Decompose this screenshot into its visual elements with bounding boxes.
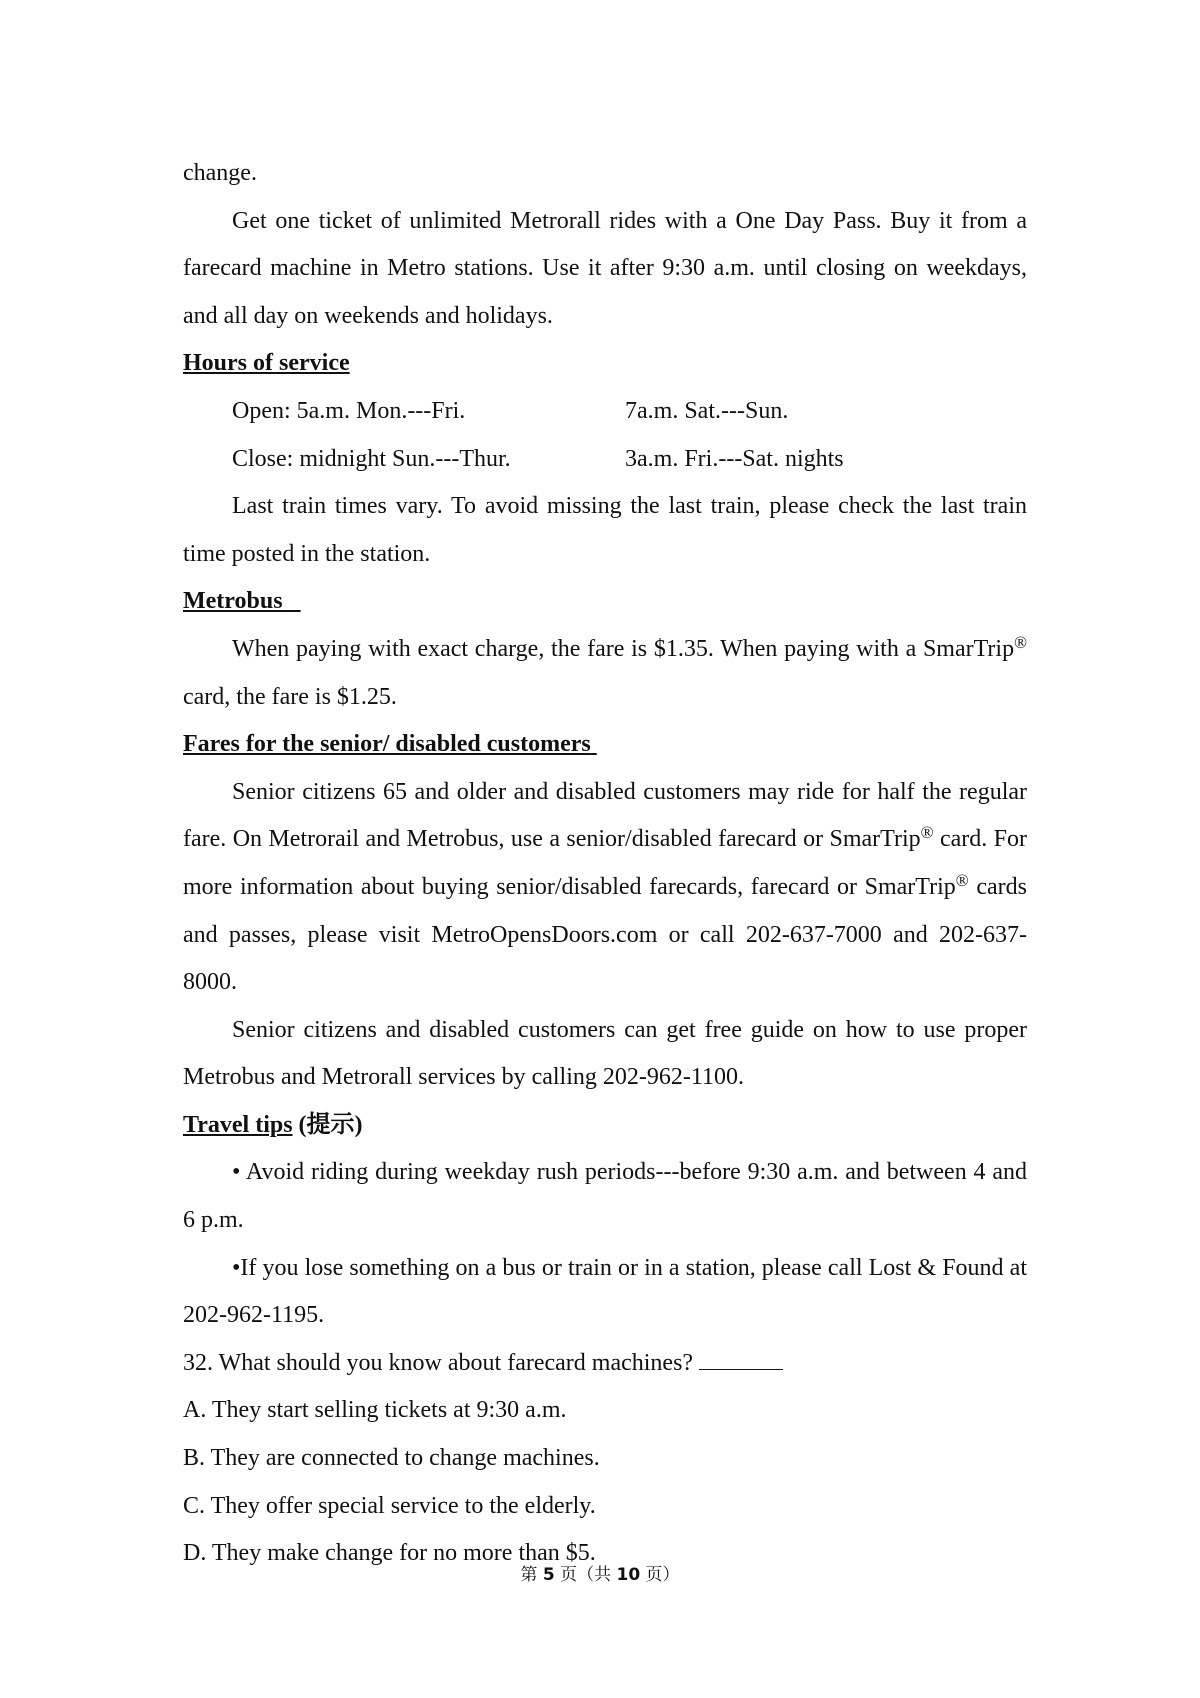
- travel-tip-rush-hours: • Avoid riding during weekday rush periods---before 9:30 a.m. and between 4 and 6 p.m.: [183, 1159, 1027, 1234]
- question-32-option-c[interactable]: C. They offer special service to the elderly.: [183, 1492, 596, 1519]
- travel-tip-lost-found: •If you lose something on a bus or train or in a station, please call Lost & Found at 202-962-1195.: [183, 1254, 1027, 1329]
- paragraph-senior-fares: Senior citizens 65 and older and disabled customers may ride for half the regular fare. On Metrorail and Metrobus, use a senior/disabled farecard or SmarTrip® card. For more information about buying senior/disabled farecards, farecard or SmarTrip® cards and passes, please visit MetroOpensDoors.com or call 202-637-7000 and 202-637-8000.: [183, 778, 1027, 996]
- heading-metrobus: Metrobus: [183, 588, 283, 615]
- question-32-option-b[interactable]: B. They are connected to change machines.: [183, 1445, 600, 1472]
- heading-hours-of-service: Hours of service: [183, 350, 350, 377]
- question-32-option-a[interactable]: A. They start selling tickets at 9:30 a.m.: [183, 1397, 567, 1424]
- hours-close-row: [183, 436, 1027, 484]
- paragraph-one-day-pass: Get one ticket of unlimited Metrorall rides with a One Day Pass. Buy it from a farecard machine in Metro stations. Use it after 9:30 a.m. until closing on weekdays, and all day on weekends and holidays.: [183, 207, 1027, 329]
- registered-mark: ®: [1014, 632, 1027, 652]
- hours-open-weekend: 7a.m. Sat.---Sun.: [625, 397, 789, 424]
- hours-open-weekday: Open: 5a.m. Mon.---Fri.: [232, 397, 466, 424]
- heading-travel-tips: Travel tips (提示): [183, 1111, 363, 1138]
- total-pages: 10: [616, 1565, 641, 1585]
- reading-passage: [183, 150, 1027, 1578]
- hours-close-weekday: Close: midnight Sun.---Thur.: [232, 445, 511, 472]
- hours-close-weekend: 3a.m. Fri.---Sat. nights: [625, 445, 844, 472]
- page-footer: 第 5 页（共 10 页）: [520, 1565, 680, 1585]
- paragraph-last-train: Last train times vary. To avoid missing the last train, please check the last train time posted in the station.: [183, 493, 1027, 567]
- page-number: 5: [542, 1565, 555, 1585]
- paragraph-metrobus-fare: When paying with exact charge, the fare is $1.35. When paying with a SmarTrip® card, the fare is $1.25.: [183, 632, 1027, 710]
- answer-blank[interactable]: [699, 1351, 783, 1370]
- hours-open-row: [183, 388, 1027, 436]
- question-32-option-d[interactable]: D. They make change for no more than $5.: [183, 1540, 596, 1567]
- question-32-stem: 32. What should you know about farecard machines?: [183, 1340, 1027, 1388]
- paragraph-change: change.: [183, 160, 257, 186]
- registered-mark: ®: [955, 870, 969, 890]
- heading-senior-disabled-fares: Fares for the senior/ disabled customers: [183, 731, 591, 758]
- paragraph-free-guide: Senior citizens and disabled customers can get free guide on how to use proper Metrobus and Metrorall services by calling 202-962-1100.: [183, 1016, 1027, 1091]
- registered-mark: ®: [920, 823, 934, 843]
